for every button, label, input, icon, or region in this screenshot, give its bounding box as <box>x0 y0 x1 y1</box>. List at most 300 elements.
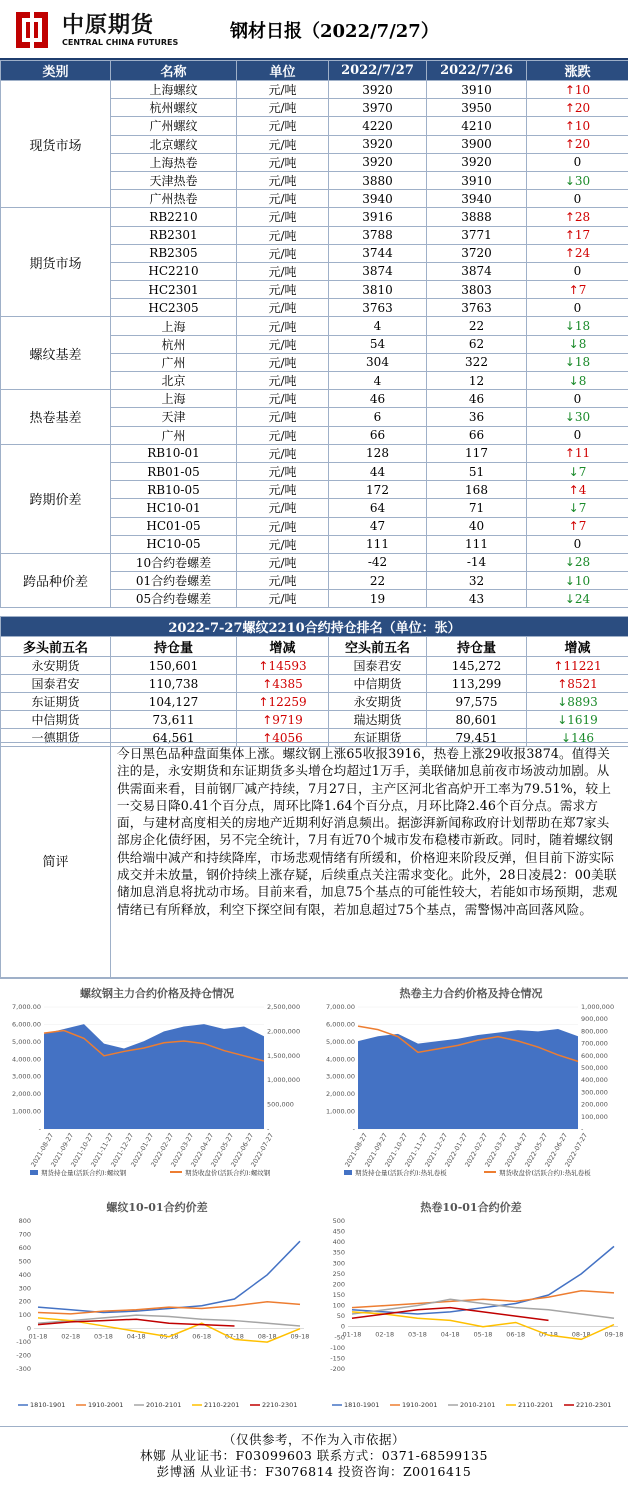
y-tick-left: 3,000.00 <box>326 1072 355 1081</box>
legend-label: 1810-1901 <box>30 1401 66 1409</box>
change-value: 8 <box>578 337 587 352</box>
arrow-up-icon: ↑ <box>564 137 575 152</box>
y-tick-right: 1,000,000 <box>581 1003 615 1011</box>
short-change-value: 11221 <box>563 658 602 673</box>
value-prev-cell: 3950 <box>427 99 527 117</box>
arrow-down-icon: ↓ <box>568 337 579 352</box>
legend-swatch <box>30 1170 38 1175</box>
short-qty: 145,272 <box>427 657 527 675</box>
change-value: 10 <box>574 82 591 97</box>
change-cell <box>527 335 628 353</box>
arrow-down-icon: ↓ <box>564 555 575 570</box>
unit-cell: 元/吨 <box>237 117 329 135</box>
name-cell: RB01-05 <box>111 462 237 480</box>
unit-cell: 元/吨 <box>237 335 329 353</box>
y-tick: 100 <box>18 1311 31 1320</box>
arrow-up-icon: ↑ <box>568 282 579 297</box>
legend-swatch <box>484 1171 496 1173</box>
legend-label: 2210-2301 <box>262 1401 298 1409</box>
short-change-value: 146 <box>571 730 594 745</box>
footer <box>0 1426 628 1486</box>
arrow-down-icon: ↓ <box>561 730 572 745</box>
arrow-up-icon: ↑ <box>568 482 579 497</box>
change-value: 28 <box>574 555 591 570</box>
arrow-down-icon: ↓ <box>564 319 575 334</box>
header-long-chg: 增减 <box>237 637 329 657</box>
unit-cell: 元/吨 <box>237 171 329 189</box>
y-tick-right: 1,500,000 <box>267 1051 301 1060</box>
header-unit: 单位 <box>237 61 329 81</box>
value-prev-cell: 66 <box>427 426 527 444</box>
unit-cell: 元/吨 <box>237 535 329 553</box>
category-cell: 现货市场 <box>1 81 111 208</box>
y-tick: 100 <box>332 1301 345 1310</box>
value-prev-cell: 40 <box>427 517 527 535</box>
value-prev-cell: 111 <box>427 535 527 553</box>
change-value: 0 <box>573 537 582 552</box>
unit-cell: 元/吨 <box>237 444 329 462</box>
x-tick: 2021-08-27 <box>29 1131 56 1169</box>
x-tick: 01-18 <box>28 1332 48 1341</box>
unit-cell: 元/吨 <box>237 481 329 499</box>
name-cell: 天津热卷 <box>111 171 237 189</box>
series-line-1910-2001 <box>352 1291 614 1308</box>
arrow-up-icon: ↑ <box>564 228 575 243</box>
long-qty: 64,561 <box>111 729 237 747</box>
x-tick: 02-18 <box>375 1330 395 1339</box>
header-short-chg: 增减 <box>527 637 628 657</box>
name-cell: HC2210 <box>111 262 237 280</box>
value-today-cell: 4220 <box>329 117 427 135</box>
change-value: 10 <box>574 118 591 133</box>
x-tick: 2021-11-27 <box>403 1131 430 1169</box>
x-tick: 2022-04-27 <box>503 1131 530 1169</box>
y-tick: 400 <box>332 1238 345 1247</box>
y-tick: 350 <box>332 1248 345 1257</box>
y-tick: 200 <box>18 1297 31 1306</box>
y-tick-left: - <box>352 1125 355 1133</box>
y-tick: 300 <box>332 1259 345 1268</box>
value-today-cell: 54 <box>329 335 427 353</box>
change-cell <box>527 117 628 135</box>
value-prev-cell: 3803 <box>427 281 527 299</box>
long-change <box>237 711 329 729</box>
chart-title: 螺纹钢主力合约价格及持仓情况 <box>80 987 234 1000</box>
arrow-up-icon: ↑ <box>564 209 575 224</box>
value-prev-cell: 3910 <box>427 81 527 99</box>
change-cell <box>527 135 628 153</box>
arrow-down-icon: ↓ <box>564 573 575 588</box>
arrow-up-icon: ↑ <box>564 82 575 97</box>
change-cell <box>527 262 628 280</box>
x-tick: 07-18 <box>225 1332 244 1341</box>
y-tick: -200 <box>330 1365 345 1373</box>
name-cell: 天津 <box>111 408 237 426</box>
value-today-cell: -42 <box>329 553 427 571</box>
change-value: 30 <box>574 409 591 424</box>
change-cell <box>527 190 628 208</box>
arrow-up-icon: ↑ <box>564 100 575 115</box>
y-tick-right: 100,000 <box>581 1112 608 1121</box>
y-tick-left: 4,000.00 <box>326 1055 355 1064</box>
table-row <box>1 553 628 571</box>
arrow-up-icon: ↑ <box>258 694 269 709</box>
change-cell <box>527 572 628 590</box>
value-prev-cell: 46 <box>427 390 527 408</box>
series-area-open-interest <box>44 1024 264 1129</box>
legend-label: 1810-1901 <box>344 1401 380 1409</box>
value-today-cell: 3810 <box>329 281 427 299</box>
x-tick: 2021-09-27 <box>363 1131 390 1169</box>
y-tick-left: 2,000.00 <box>326 1090 355 1099</box>
value-prev-cell: 71 <box>427 499 527 517</box>
category-cell: 期货市场 <box>1 208 111 317</box>
arrow-down-icon: ↓ <box>568 373 579 388</box>
y-tick-right: - <box>581 1125 584 1133</box>
name-cell: HC2301 <box>111 281 237 299</box>
value-today-cell: 44 <box>329 462 427 480</box>
comment-table <box>0 742 628 978</box>
value-prev-cell: -14 <box>427 553 527 571</box>
legend-label: 期货持仓量(活跃合约):热轧卷板 <box>355 1169 447 1177</box>
x-tick: 04-18 <box>440 1330 460 1339</box>
legend-label: 2010-2101 <box>146 1401 182 1409</box>
value-today-cell: 3920 <box>329 81 427 99</box>
name-cell: HC01-05 <box>111 517 237 535</box>
value-prev-cell: 51 <box>427 462 527 480</box>
change-value: 17 <box>574 228 591 243</box>
value-today-cell: 3763 <box>329 299 427 317</box>
change-value: 20 <box>574 137 591 152</box>
table-row <box>1 444 628 462</box>
x-tick: 2021-10-27 <box>383 1131 410 1169</box>
arrow-down-icon: ↓ <box>564 173 575 188</box>
y-tick: 700 <box>18 1230 31 1239</box>
series-line-1910-2001 <box>38 1302 300 1314</box>
y-tick: 200 <box>332 1280 345 1289</box>
short-broker: 瑞达期货 <box>329 711 427 729</box>
x-tick: 2022-05-27 <box>523 1131 550 1169</box>
y-tick-right: 400,000 <box>581 1076 608 1085</box>
y-tick: 50 <box>336 1312 345 1321</box>
x-tick: 03-18 <box>408 1330 427 1339</box>
value-today-cell: 3920 <box>329 135 427 153</box>
value-prev-cell: 3940 <box>427 190 527 208</box>
long-change <box>237 675 329 693</box>
change-value: 24 <box>574 591 591 606</box>
legend-label: 2110-2201 <box>518 1401 554 1409</box>
change-cell <box>527 226 628 244</box>
unit-cell: 元/吨 <box>237 135 329 153</box>
table-row <box>1 81 628 99</box>
value-prev-cell: 43 <box>427 590 527 608</box>
long-change <box>237 657 329 675</box>
arrow-down-icon: ↓ <box>568 464 579 479</box>
value-prev-cell: 3763 <box>427 299 527 317</box>
change-value: 24 <box>574 246 591 261</box>
charts-area <box>0 978 628 1426</box>
unit-cell: 元/吨 <box>237 262 329 280</box>
legend-label: 2210-2301 <box>576 1401 612 1409</box>
change-cell <box>527 317 628 335</box>
y-tick: 0 <box>26 1324 31 1333</box>
logo-chinese: 中原期货 <box>62 12 155 38</box>
name-cell: RB2305 <box>111 244 237 262</box>
change-value: 4 <box>578 482 587 497</box>
change-value: 8 <box>578 373 587 388</box>
value-today-cell: 64 <box>329 499 427 517</box>
name-cell: 上海 <box>111 390 237 408</box>
change-cell <box>527 281 628 299</box>
change-value: 20 <box>574 100 591 115</box>
x-tick: 2021-12-27 <box>109 1131 136 1169</box>
name-cell: 广州 <box>111 353 237 371</box>
change-value: 0 <box>573 428 582 443</box>
table-row <box>1 317 628 335</box>
table-row <box>1 390 628 408</box>
y-tick-right: 200,000 <box>581 1100 608 1109</box>
value-prev-cell: 322 <box>427 353 527 371</box>
category-cell: 热卷基差 <box>1 390 111 445</box>
legend-label: 1910-2001 <box>402 1401 438 1409</box>
x-tick: 2022-05-27 <box>209 1131 236 1169</box>
name-cell: 北京 <box>111 372 237 390</box>
arrow-up-icon: ↑ <box>557 676 568 691</box>
arrow-up-icon: ↑ <box>262 676 273 691</box>
header-short: 空头前五名 <box>329 637 427 657</box>
arrow-up-icon: ↑ <box>553 658 564 673</box>
price-table <box>0 60 628 608</box>
company-logo-icon <box>12 8 52 52</box>
change-cell <box>527 244 628 262</box>
header-category: 类别 <box>1 61 111 81</box>
arrow-up-icon: ↑ <box>258 658 269 673</box>
arrow-up-icon: ↑ <box>564 446 575 461</box>
x-tick: 2021-09-27 <box>49 1131 76 1169</box>
x-tick: 2022-03-27 <box>483 1131 510 1169</box>
price-table-header <box>1 61 628 81</box>
y-tick-right: 600,000 <box>581 1051 608 1060</box>
y-tick: 150 <box>332 1291 345 1299</box>
x-tick: 2022-01-27 <box>129 1131 156 1169</box>
short-change <box>527 693 628 711</box>
long-change-value: 4385 <box>272 676 303 691</box>
x-tick: 2022-06-27 <box>543 1131 570 1169</box>
value-today-cell: 47 <box>329 517 427 535</box>
short-change <box>527 657 628 675</box>
value-prev-cell: 32 <box>427 572 527 590</box>
x-tick: 02-18 <box>61 1332 81 1341</box>
change-value: 0 <box>573 300 582 315</box>
x-tick: 08-18 <box>571 1330 591 1339</box>
legend-label: 1910-2001 <box>88 1401 124 1409</box>
position-table <box>0 616 628 747</box>
y-tick: 400 <box>18 1270 31 1279</box>
change-cell <box>527 444 628 462</box>
position-table-title: 2022-7-27螺纹2210合约持仓排名（单位：张） <box>1 617 628 637</box>
name-cell: 上海螺纹 <box>111 81 237 99</box>
x-tick: 2022-01-27 <box>443 1131 470 1169</box>
value-today-cell: 3940 <box>329 190 427 208</box>
long-qty: 150,601 <box>111 657 237 675</box>
unit-cell: 元/吨 <box>237 426 329 444</box>
change-value: 0 <box>573 155 582 170</box>
value-today-cell: 6 <box>329 408 427 426</box>
change-cell <box>527 481 628 499</box>
unit-cell: 元/吨 <box>237 299 329 317</box>
y-tick-left: 6,000.00 <box>12 1020 41 1029</box>
header-long-qty: 持仓量 <box>111 637 237 657</box>
value-today-cell: 3920 <box>329 153 427 171</box>
short-qty: 80,601 <box>427 711 527 729</box>
y-tick-right: 2,500,000 <box>267 1003 301 1011</box>
change-value: 0 <box>573 191 582 206</box>
position-row <box>1 711 628 729</box>
arrow-up-icon: ↑ <box>568 519 579 534</box>
analyst-2: 彭博涵 从业证书：F3076814 投资咨询：Z0016415 <box>156 1464 472 1479</box>
short-qty: 79,451 <box>427 729 527 747</box>
y-tick-left: 2,000.00 <box>12 1090 41 1099</box>
y-tick: 500 <box>332 1217 345 1225</box>
value-today-cell: 128 <box>329 444 427 462</box>
change-value: 28 <box>574 209 591 224</box>
short-qty: 97,575 <box>427 693 527 711</box>
change-cell <box>527 426 628 444</box>
name-cell: RB10-05 <box>111 481 237 499</box>
y-tick: -100 <box>330 1343 345 1352</box>
chart-title: 热卷10-01合约价差 <box>420 1201 522 1214</box>
long-change-value: 12259 <box>268 694 307 709</box>
unit-cell: 元/吨 <box>237 353 329 371</box>
change-value: 30 <box>574 173 591 188</box>
analyst-1: 林娜 从业证书：F03099603 联系方式：0371-68599135 <box>140 1448 488 1463</box>
long-broker: 东证期货 <box>1 693 111 711</box>
value-today-cell: 3744 <box>329 244 427 262</box>
y-tick-right: 700,000 <box>581 1039 608 1048</box>
change-cell <box>527 553 628 571</box>
unit-cell: 元/吨 <box>237 244 329 262</box>
x-tick: 05-18 <box>473 1330 493 1339</box>
header-date-2: 2022/7/26 <box>427 61 527 81</box>
long-change-value: 9719 <box>272 712 303 727</box>
x-tick: 08-18 <box>257 1332 277 1341</box>
header-date-1: 2022/7/27 <box>329 61 427 81</box>
change-cell <box>527 99 628 117</box>
y-tick: -200 <box>16 1351 31 1360</box>
x-tick: 03-18 <box>94 1332 113 1341</box>
comment-label: 简评 <box>1 743 111 978</box>
value-prev-cell: 12 <box>427 372 527 390</box>
x-tick: 2022-06-27 <box>229 1131 256 1169</box>
unit-cell: 元/吨 <box>237 317 329 335</box>
logo-english: CENTRAL CHINA FUTURES <box>62 38 179 47</box>
change-value: 7 <box>578 282 587 297</box>
x-tick: 2021-10-27 <box>69 1131 96 1169</box>
unit-cell: 元/吨 <box>237 81 329 99</box>
value-prev-cell: 62 <box>427 335 527 353</box>
y-tick-left: 5,000.00 <box>12 1037 41 1046</box>
x-tick: 2022-02-27 <box>149 1131 176 1169</box>
change-cell <box>527 171 628 189</box>
long-change <box>237 693 329 711</box>
short-qty: 113,299 <box>427 675 527 693</box>
short-change <box>527 711 628 729</box>
x-tick: 06-18 <box>506 1330 526 1339</box>
x-tick: 2022-02-27 <box>463 1131 490 1169</box>
page-title: 钢材日报（2022/7/27） <box>230 21 439 42</box>
short-change-value: 8521 <box>567 676 598 691</box>
value-prev-cell: 3888 <box>427 208 527 226</box>
arrow-up-icon: ↑ <box>262 712 273 727</box>
change-cell <box>527 517 628 535</box>
long-change-value: 4056 <box>272 730 303 745</box>
y-tick-right: 800,000 <box>581 1027 608 1036</box>
name-cell: 广州 <box>111 426 237 444</box>
disclaimer: （仅供参考，不作为入市依据） <box>222 1432 405 1447</box>
change-cell <box>527 372 628 390</box>
short-change-value: 8893 <box>567 694 598 709</box>
chart-title: 热卷主力合约价格及持仓情况 <box>399 987 543 1000</box>
long-broker: 一德期货 <box>1 729 111 747</box>
y-tick-right: 1,000,000 <box>267 1076 301 1085</box>
y-tick: -50 <box>334 1333 345 1342</box>
x-tick: 06-18 <box>192 1332 212 1341</box>
chart-rebar-price-oi <box>0 979 314 1193</box>
change-value: 18 <box>574 319 591 334</box>
long-change-value: 14593 <box>268 658 307 673</box>
value-today-cell: 19 <box>329 590 427 608</box>
value-prev-cell: 168 <box>427 481 527 499</box>
value-prev-cell: 22 <box>427 317 527 335</box>
name-cell: HC10-01 <box>111 499 237 517</box>
value-today-cell: 46 <box>329 390 427 408</box>
legend-label: 期货持仓量(活跃合约):螺纹钢 <box>41 1169 127 1177</box>
value-today-cell: 111 <box>329 535 427 553</box>
unit-cell: 元/吨 <box>237 190 329 208</box>
header-short-qty: 持仓量 <box>427 637 527 657</box>
position-row <box>1 675 628 693</box>
long-broker: 国泰君安 <box>1 675 111 693</box>
y-tick: 450 <box>332 1227 345 1236</box>
y-tick-left: 4,000.00 <box>12 1055 41 1064</box>
y-tick: 250 <box>332 1269 345 1278</box>
short-change <box>527 675 628 693</box>
unit-cell: 元/吨 <box>237 99 329 117</box>
name-cell: RB2301 <box>111 226 237 244</box>
change-value: 18 <box>574 355 591 370</box>
name-cell: HC2305 <box>111 299 237 317</box>
name-cell: 01合约卷螺差 <box>111 572 237 590</box>
name-cell: 杭州 <box>111 335 237 353</box>
unit-cell: 元/吨 <box>237 590 329 608</box>
arrow-down-icon: ↓ <box>564 409 575 424</box>
change-value: 0 <box>573 391 582 406</box>
y-tick-right: 2,000,000 <box>267 1027 301 1036</box>
position-row <box>1 693 628 711</box>
y-tick-left: 1,000.00 <box>12 1107 41 1116</box>
y-tick-left: 1,000.00 <box>326 1107 355 1116</box>
chart-hrc-spread <box>314 1193 628 1427</box>
value-today-cell: 4 <box>329 317 427 335</box>
x-tick: 2021-11-27 <box>89 1131 116 1169</box>
change-cell <box>527 590 628 608</box>
change-value: 7 <box>578 500 587 515</box>
y-tick: 0 <box>340 1322 345 1331</box>
short-broker: 国泰君安 <box>329 657 427 675</box>
legend-label: 期货收盘价(活跃合约):热轧卷板 <box>499 1169 591 1177</box>
x-tick: 09-18 <box>290 1332 310 1341</box>
change-value: 10 <box>574 573 591 588</box>
